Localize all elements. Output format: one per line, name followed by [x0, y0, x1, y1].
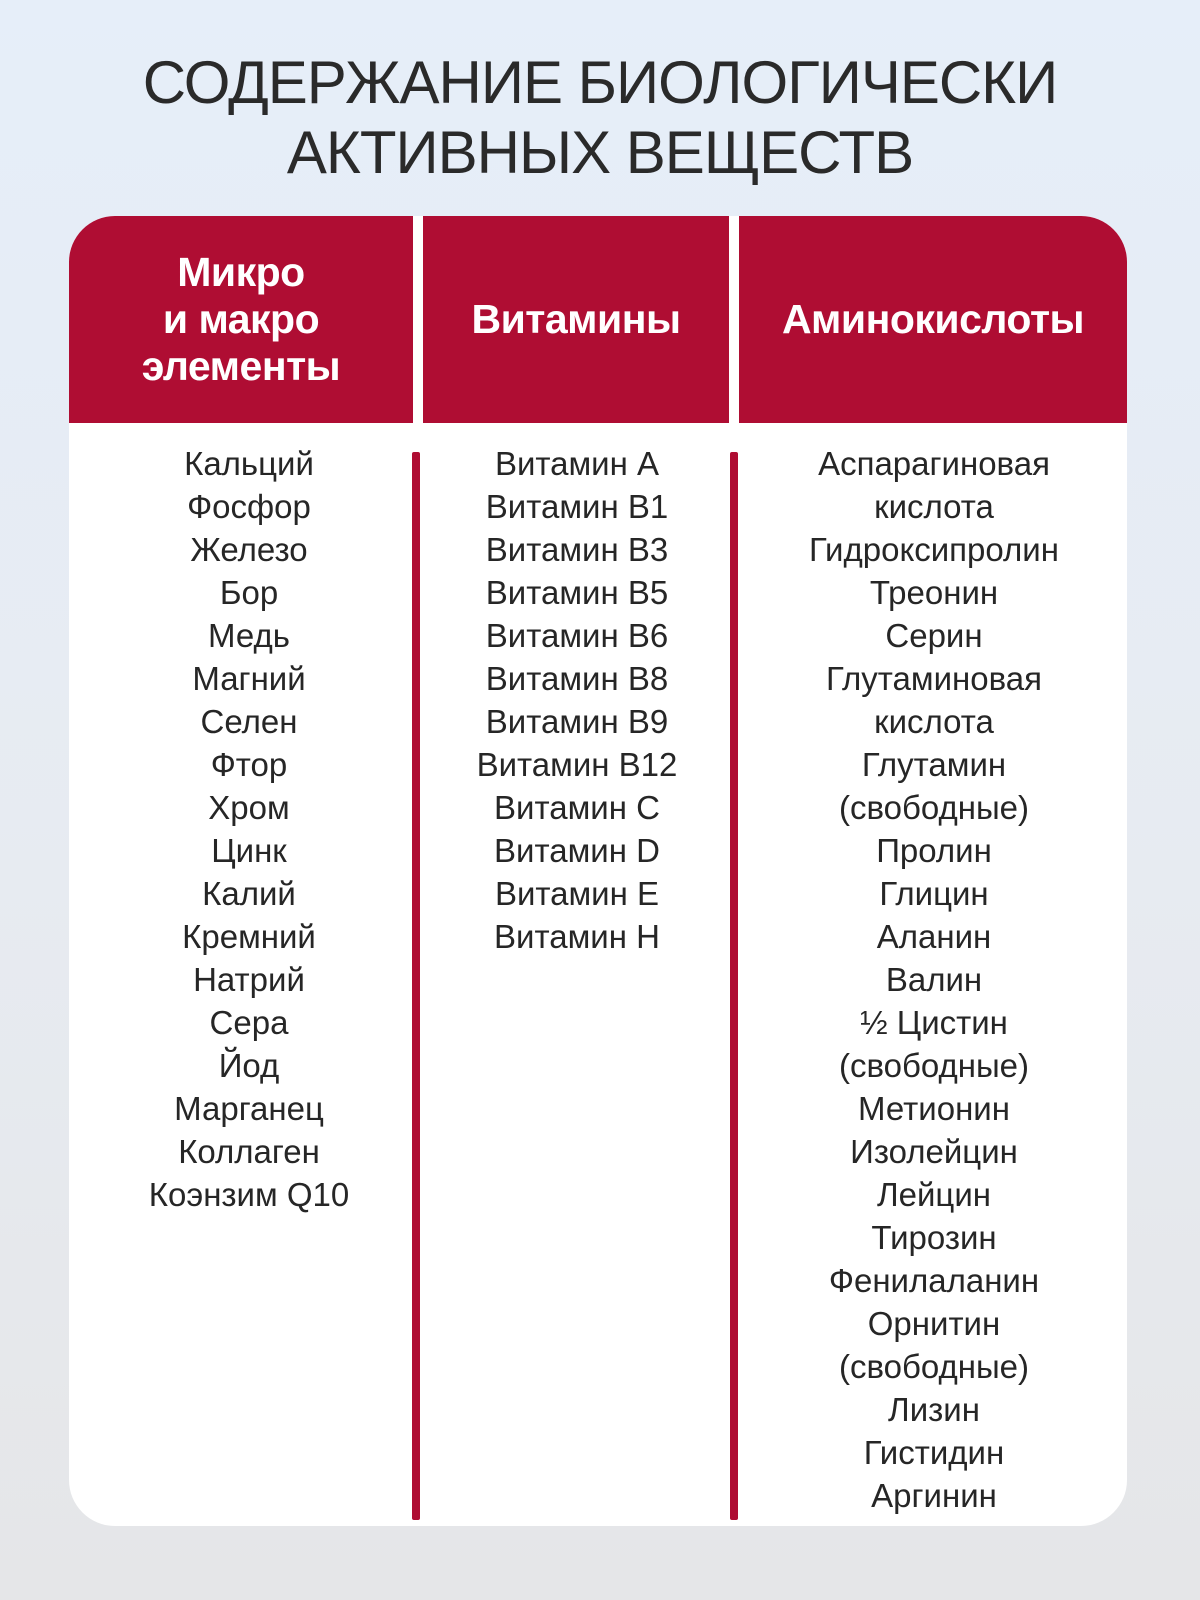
list-item: Витамин С: [494, 789, 660, 826]
list-item: Валин: [885, 961, 983, 998]
list-item: Пролин: [876, 832, 992, 869]
list-item: Кремний: [182, 918, 316, 955]
column-header-amino-acids: [739, 216, 1127, 423]
list-item: Коллаген: [178, 1133, 320, 1170]
list-item: Орнитин: [867, 1305, 1001, 1342]
list-item: Фтор: [210, 746, 288, 783]
vitamins-list: [429, 442, 725, 958]
list-item: Фосфор: [187, 488, 311, 525]
list-item: Бор: [219, 574, 279, 611]
list-item: Сера: [209, 1004, 289, 1041]
list-item: Марганец: [174, 1090, 324, 1127]
list-item: Гидроксипролин: [809, 531, 1059, 568]
page-title-line-1: СОДЕРЖАНИЕ БИОЛОГИЧЕСКИ: [142, 49, 1058, 116]
list-item: кислота: [874, 703, 994, 740]
list-item: Лейцин: [876, 1176, 991, 1213]
list-item: Витамин D: [494, 832, 660, 869]
list-item: Глутаминовая: [826, 660, 1042, 697]
list-item: Витамин В9: [485, 703, 669, 740]
list-item: Фенилаланин: [828, 1262, 1040, 1299]
list-item: Селен: [200, 703, 298, 740]
list-item: (свободные): [838, 1047, 1030, 1084]
list-item: Витамин В12: [476, 746, 678, 783]
column-header-elements-line-1: Микро: [177, 249, 305, 295]
column-header-elements: [69, 216, 413, 423]
list-item: Витамин А: [494, 445, 660, 482]
list-item: Витамин Н: [494, 918, 660, 955]
page-title-line-2: АКТИВНЫХ ВЕЩЕСТВ: [286, 119, 914, 186]
list-item: Калий: [202, 875, 296, 912]
list-item: Глицин: [879, 875, 989, 912]
page-title: [0, 48, 1200, 188]
list-item: Кальций: [184, 445, 314, 482]
list-item: Медь: [208, 617, 290, 654]
list-item: ½ Цистин: [860, 1004, 1008, 1041]
list-item: Гистидин: [863, 1434, 1005, 1471]
list-item: (свободные): [838, 789, 1030, 826]
list-item: Железо: [190, 531, 308, 568]
list-item: Тирозин: [871, 1219, 997, 1256]
list-item: Лизин: [888, 1391, 980, 1428]
column-header-amino-acids-label: Аминокислоты: [781, 296, 1085, 342]
list-item: Хром: [208, 789, 290, 826]
list-item: Коэнзим Q10: [148, 1176, 350, 1213]
list-item: Аспарагиновая: [818, 445, 1050, 482]
list-item: Витамин В8: [485, 660, 669, 697]
column-divider: [730, 452, 738, 1520]
list-item: Йод: [218, 1047, 280, 1084]
list-item: (свободные): [838, 1348, 1030, 1385]
column-header-vitamins-label: Витамины: [471, 296, 681, 342]
list-item: Глутамин: [861, 746, 1007, 783]
substances-table: [69, 216, 1127, 1526]
list-item: Серин: [885, 617, 983, 654]
column-header-elements-line-3: элементы: [141, 343, 341, 389]
list-item: Витамин В5: [485, 574, 669, 611]
column-header-vitamins: [423, 216, 729, 423]
list-item: кислота: [874, 488, 994, 525]
list-item: Магний: [192, 660, 306, 697]
column-header-elements-line-2: и макро: [162, 296, 320, 342]
list-item: Витамин В6: [485, 617, 669, 654]
list-item: Витамин В1: [485, 488, 669, 525]
list-item: Изолейцин: [850, 1133, 1018, 1170]
list-item: Аланин: [876, 918, 992, 955]
amino-acids-list: [759, 442, 1109, 1517]
list-item: Аргинин: [871, 1477, 997, 1514]
list-item: Витамин В3: [485, 531, 669, 568]
elements-list: [99, 442, 399, 1216]
list-item: Натрий: [193, 961, 305, 998]
list-item: Витамин Е: [494, 875, 660, 912]
list-item: Треонин: [869, 574, 999, 611]
list-item: Метионин: [858, 1090, 1010, 1127]
column-divider: [412, 452, 420, 1520]
list-item: Цинк: [211, 832, 287, 869]
